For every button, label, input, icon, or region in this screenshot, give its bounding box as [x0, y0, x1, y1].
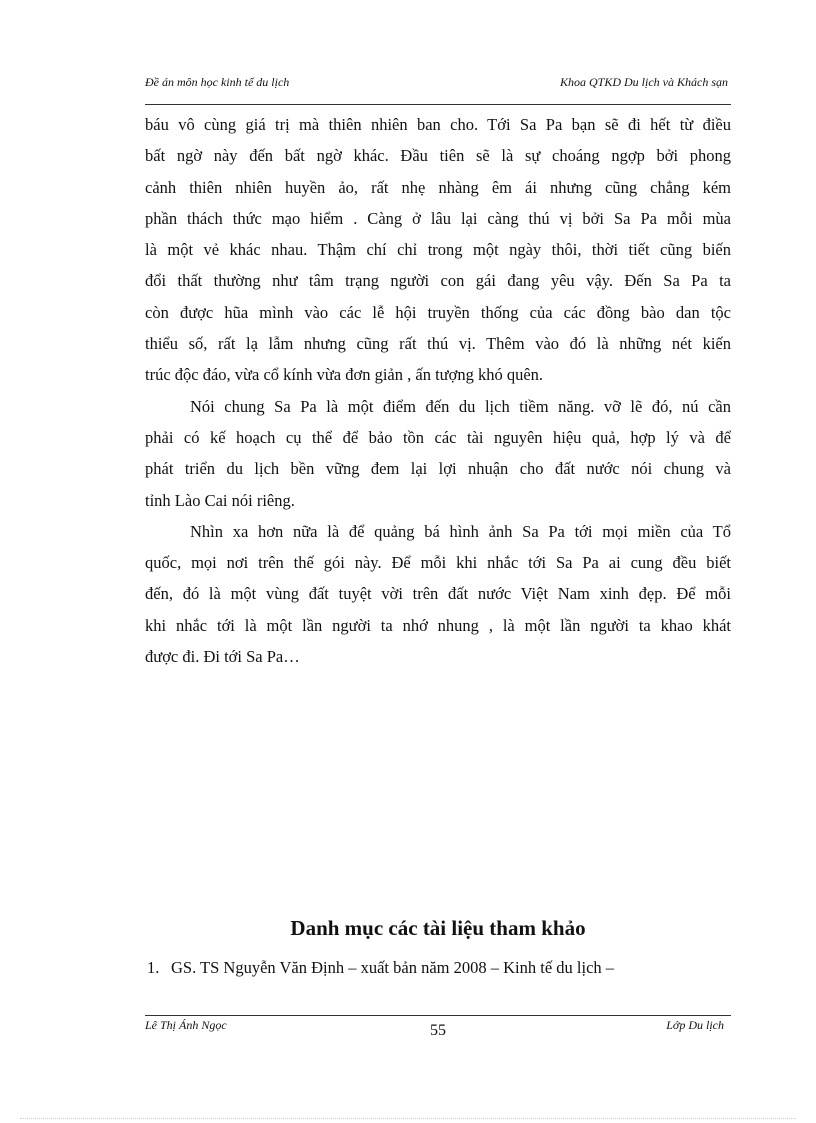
header-left: Đề án môn học kinh tế du lịch [145, 75, 290, 89]
text-line: còn được hũa mình vào các lễ hội truyền thống của các đồng bào dan tộc [145, 302, 731, 322]
text-line: Nhìn xa hơn nữa là để quảng bá hình ảnh Sa Pa tới mọi miền của Tổ [190, 521, 731, 541]
text-line: bất ngờ này đến bất ngờ khác. Đầu tiên sẽ là sự choáng ngợp bởi phong [145, 146, 731, 166]
text-line: tỉnh Lào Cai nói riêng. [145, 490, 295, 510]
text-line: đổi thất thường như tâm trạng người con gái đang yêu vậy. Đến Sa Pa ta [145, 271, 731, 291]
text-line: là một vẻ khác nhau. Thậm chí chỉ trong một ngày thôi, thời tiết cũng biến [145, 240, 731, 260]
text-line: khi nhắc tới là một lần người ta nhớ nhung , là một lần người ta khao khát [145, 615, 731, 635]
text-line: Nói chung Sa Pa là một điểm đến du lịch tiềm năng. vỡ lẽ đó, nú cần [190, 396, 731, 416]
reference-number: 1. [147, 958, 160, 977]
page-edge-divider [20, 1118, 796, 1119]
header-right: Khoa QTKD Du lịch và Khách sạn [560, 75, 728, 89]
reference-item [147, 958, 614, 978]
references-title: Danh mục các tài liệu tham khảo [290, 916, 586, 940]
text-line: quốc, mọi nơi trên thế gói này. Để mỗi khi nhắc tới Sa Pa ai cung đều biết [145, 553, 731, 573]
text-line: trúc độc đáo, vừa cổ kính vừa đơn giản , ấn tượng khó quên. [145, 365, 544, 385]
footer-class: Lớp Du lịch [666, 1018, 724, 1032]
text-line: cảnh thiên nhiên huyền ảo, rất nhẹ nhàng êm ái nhưng cũng chẳng kém [145, 177, 731, 197]
text-line: thiểu số, rất lạ lẫm nhưng cũng rất thú vị. Thêm vào đó là những nét kiến [145, 334, 731, 354]
footer-rule [145, 1015, 731, 1016]
page-number: 55 [430, 1022, 446, 1039]
text-line: phải có kế hoạch cụ thể để bảo tồn các tài nguyên hiệu quả, hợp lý và để [145, 427, 731, 447]
text-line: phần thách thức mạo hiểm . Càng ở lâu lại càng thú vị bởi Sa Pa mỗi mùa [145, 208, 731, 228]
text-line: được đi. Đi tới Sa Pa… [145, 647, 300, 667]
reference-text: GS. TS Nguyễn Văn Định – xuất bản năm 2008 – Kinh tế du lịch – [171, 958, 615, 977]
body-text [145, 109, 731, 672]
text-line: phát triển du lịch bền vững đem lại lợi nhuận cho đất nước nói chung và [145, 459, 731, 479]
footer-author: Lê Thị Ánh Ngọc [145, 1018, 227, 1032]
text-line: đến, đó là một vùng đất tuyệt vời trên đất nước Việt Nam xinh đẹp. Để mỗi [145, 584, 731, 604]
text-line: báu vô cùng giá trị mà thiên nhiên ban cho. Tới Sa Pa bạn sẽ đi hết từ điều [145, 115, 731, 134]
header-rule [145, 104, 731, 105]
